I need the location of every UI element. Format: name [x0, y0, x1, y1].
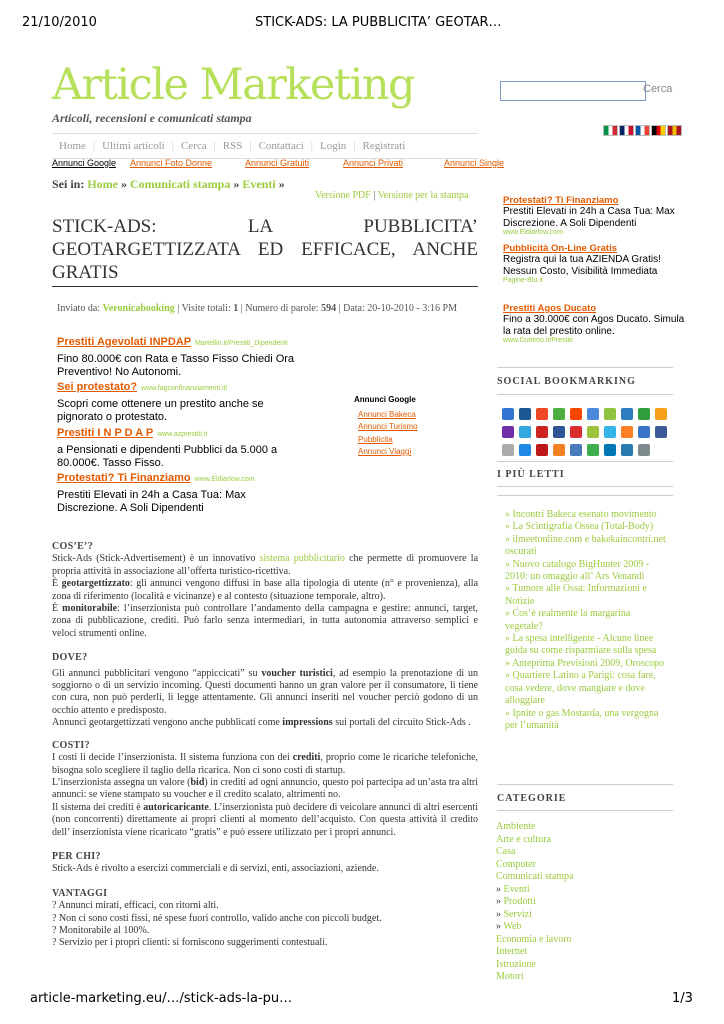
- categories-title: CATEGORIE: [497, 793, 567, 804]
- ad-url[interactable]: www.Duttimo.it/Prestiti: [503, 337, 573, 344]
- print-version-link[interactable]: Versione per la stampa: [377, 190, 469, 201]
- google-ads-title: Annunci Google: [354, 395, 416, 404]
- category-item[interactable]: [496, 871, 574, 884]
- stumbleupon-icon[interactable]: [536, 408, 548, 420]
- ad-title[interactable]: Protestati? Ti Finanziamo: [57, 472, 191, 484]
- wikio-icon[interactable]: [638, 426, 650, 438]
- category-item[interactable]: [496, 959, 574, 972]
- ad-url[interactable]: www.azprestiti.it: [157, 431, 208, 438]
- sidebar-divider: [497, 495, 673, 496]
- main-nav: [52, 133, 478, 159]
- print-doc-title: STICK-ADS: LA PUBBLICITA’ GEOTAR…: [255, 15, 502, 30]
- sidebar-ad[interactable]: [503, 243, 693, 284]
- inline-ad[interactable]: [57, 423, 297, 470]
- most-read-item[interactable]: » Nuovo catalogo BigHunter 2009 - 2010: un omaggio all’ Ars Venandi: [505, 558, 650, 583]
- nav-item-login[interactable]: Login: [320, 140, 347, 152]
- most-read-list: [505, 509, 670, 732]
- ad-text: Fino 80.000€ con Rata e Tasso Fisso Chiedi Ora Preventivo! No Autonomi.: [57, 353, 295, 378]
- ziczac-icon[interactable]: [587, 444, 599, 456]
- breadcrumb-prefix: Sei in:: [52, 177, 85, 191]
- category-label[interactable]: Computer: [496, 858, 536, 870]
- article-body: [52, 541, 478, 950]
- nav-item-rss[interactable]: RSS: [222, 140, 243, 152]
- inline-ad[interactable]: [57, 377, 297, 424]
- category-item[interactable]: [496, 846, 574, 859]
- list-item: ? Non ci sono costi fissi, né spese fuori controllo, valido anche con piccoli budget.: [52, 912, 382, 924]
- category-item[interactable]: [496, 971, 574, 984]
- category-arrow: »: [496, 883, 501, 895]
- version-separator: |: [373, 190, 376, 201]
- most-read-item[interactable]: » ilmeetonline.com e bakekaincontri.net oscurati: [505, 533, 666, 558]
- most-read-item[interactable]: » Quartiere Latino a Parigi: cosa fare, cosa vedere, dove mangiare e dove alloggiare: [505, 670, 656, 707]
- delicious-icon[interactable]: [502, 408, 514, 420]
- google-ads-box: [355, 394, 418, 459]
- section-heading: PER CHI?: [52, 850, 101, 862]
- ask-icon[interactable]: [570, 426, 582, 438]
- site-logo[interactable]: Article Marketing: [52, 60, 415, 110]
- google-ad-link[interactable]: Pubblicita: [358, 434, 393, 444]
- print-icon[interactable]: [638, 444, 650, 456]
- print-date: 21/10/2010: [22, 15, 97, 30]
- oknotizie-icon[interactable]: [502, 444, 514, 456]
- category-label[interactable]: Web: [503, 921, 522, 932]
- list-item: ? Servizio per i propri clienti: si forniscono suggerimenti contestuali.: [52, 937, 328, 949]
- ad-text: Prestiti Elevati in 24h a Casa Tua: Max Discrezione. A Soli Dipendenti: [503, 206, 675, 229]
- paragraph: L’inserzionista assegna un valore (bid) in crediti ad ogni annuncio, questo poi partecipa ad un’asta tra altri annunci: se viene stampato su voucher e il credito scalato, altrimenti no.: [52, 776, 478, 801]
- pdf-version-link[interactable]: Versione PDF: [315, 190, 371, 201]
- most-read-item[interactable]: » Anteprima Previsioni 2009, Oroscopo: [505, 657, 665, 669]
- flag-es-icon[interactable]: [667, 125, 682, 136]
- most-read-item[interactable]: » Incontri Bakeca esenato movimento: [505, 509, 657, 520]
- title-divider: [52, 286, 478, 287]
- most-read-item[interactable]: » Tumore alle Ossa: Informazioni e Notizie: [505, 583, 647, 607]
- ad-text: Registra qui la tua AZIENDA Gratis! Nessun Costo, Visibilità Immediata: [503, 254, 661, 277]
- ad-text: Prestiti Elevati in 24h a Casa Tua: Max Discrezione. A Soli Dipendenti: [57, 489, 246, 514]
- flag-uk-icon[interactable]: [619, 125, 634, 136]
- social-icons: [502, 408, 672, 456]
- sidebar-divider: [497, 367, 673, 368]
- bookmark-icon[interactable]: [604, 408, 616, 420]
- section-heading: COSTI?: [52, 739, 90, 751]
- category-arrow: »: [496, 896, 501, 907]
- ad-text: Scopri come ottenere un prestito anche se pignorato o protestato.: [57, 398, 264, 423]
- category-item[interactable]: [496, 934, 574, 947]
- digg-icon[interactable]: [519, 408, 531, 420]
- linkedin-icon[interactable]: [604, 444, 616, 456]
- breadcrumb-home[interactable]: Home: [87, 177, 118, 191]
- site-tagline: Articoli, recensioni e comunicati stampa: [52, 111, 252, 125]
- version-links: [315, 190, 469, 201]
- paragraph: È geotargettizzato: gli annunci vengono diffusi in base alla tipologia di utente (n° e provenienza), alla zona di riferimento (località e vicinanze) e al contesto (situazione temporale, altro).: [52, 578, 479, 602]
- most-read-item[interactable]: » La Scintigrafia Ossea (Total-Body): [505, 521, 654, 533]
- category-label[interactable]: Motori: [496, 971, 524, 982]
- ad-url[interactable]: www.Eldiarlow.com: [194, 476, 255, 483]
- technorati-icon[interactable]: [553, 408, 565, 420]
- category-item[interactable]: [496, 821, 574, 834]
- paragraph: I costi li decide l’inserzionista. Il sistema funziona con dei crediti, proprio come le ricariche telefoniche, bisogna solo scegliere il taglio della ricarica. Non ci sono costi di startup.: [52, 752, 479, 776]
- ad-title[interactable]: Pubblicità On-Line Gratis: [503, 243, 618, 254]
- ad-url[interactable]: Martellin.it/Prestiti_Dipendenti: [195, 340, 288, 347]
- most-read-item[interactable]: » Ipnite o gas Mostarda, una vergogna per l’umanità: [505, 707, 659, 731]
- flag-de-icon[interactable]: [651, 125, 666, 136]
- breadcrumb-separator: »: [233, 177, 240, 191]
- nav-separator: |: [353, 140, 356, 152]
- category-label[interactable]: Economia e lavoro: [496, 933, 572, 945]
- breadcrumb-separator: »: [121, 177, 127, 191]
- nav-separator: |: [310, 140, 313, 152]
- meta-date-label: Data:: [343, 303, 365, 314]
- category-item[interactable]: [496, 896, 574, 909]
- meta-visits: 1: [233, 303, 239, 314]
- nav-separator: |: [92, 140, 96, 152]
- paragraph: Stick-Ads (Stick-Advertisement) è un innovativo sistema pubblicitario che permette di promuovere la propria attività in associazione all’offerta turistico-ricettiva.: [52, 553, 479, 577]
- netvibes-icon[interactable]: [638, 408, 650, 420]
- category-label[interactable]: Arte e cultura: [496, 833, 551, 845]
- ad-url[interactable]: www.Eldiarlow.com: [503, 229, 563, 236]
- section-heading: DOVE?: [52, 652, 88, 664]
- mixx-icon[interactable]: [536, 444, 548, 456]
- inline-link[interactable]: sistema pubblicitario: [259, 553, 345, 565]
- google-bookmarks-icon[interactable]: [587, 408, 599, 420]
- category-label[interactable]: Casa: [496, 846, 516, 857]
- print-page-number: 1/3: [672, 991, 693, 1006]
- print-url: article-marketing.eu/…/stick-ads-la-pu…: [30, 991, 293, 1006]
- sidebar-divider: [497, 784, 673, 785]
- breadcrumb-eventi[interactable]: Eventi: [242, 177, 276, 191]
- social-bookmarking-title: SOCIAL BOOKMARKING: [497, 376, 636, 387]
- section-heading: COS’E’?: [52, 541, 93, 552]
- blinklist-icon[interactable]: [655, 408, 667, 420]
- category-item[interactable]: [496, 884, 574, 897]
- meta-visits-label: Visite totali:: [181, 303, 231, 314]
- meta-words-label: Numero di parole:: [245, 303, 319, 314]
- category-item[interactable]: [496, 909, 574, 922]
- article-title: STICK-ADS: LA PUBBLICITA’ GEOTARGETTIZZATA ED EFFICACE, ANCHE GRATIS: [52, 216, 478, 283]
- category-label[interactable]: Eventi: [503, 883, 530, 895]
- furl-icon[interactable]: [519, 426, 531, 438]
- meta-date: 20-10-2010 - 3:16 PM: [367, 303, 457, 314]
- paragraph: È monitorabile: l’inserzionista può controllare l’andamento della campagna e gestire: annunci, target, zona di pubblicazione, crediti. Può farlo senza intermediari, in tutta autonomia attraverso semplici e veloci strumenti online.: [52, 603, 479, 639]
- flag-it-icon[interactable]: [603, 125, 618, 136]
- ad-title[interactable]: Prestiti Agos Ducato: [503, 303, 597, 314]
- language-flags: [603, 125, 682, 136]
- meta-sent-label: Inviato da:: [57, 303, 101, 314]
- ad-title[interactable]: Sei protestato?: [57, 381, 138, 393]
- section-heading: VANTAGGI: [52, 887, 108, 899]
- category-label[interactable]: Servizi: [503, 908, 532, 920]
- ad-text: a Pensionati e dipendenti Pubblici da 5.000 a 80.000€. Tasso Fisso.: [57, 444, 278, 469]
- diggita-icon[interactable]: [570, 444, 582, 456]
- ad-title[interactable]: Protestati? Ti Finanziamo: [503, 195, 619, 206]
- fai-informazione-icon[interactable]: [553, 444, 565, 456]
- category-item[interactable]: [496, 834, 574, 847]
- paragraph: Annunci geotargettizzati vengono anche pubblicati come impressions sui portali del circuito Stick-Ads .: [52, 717, 471, 729]
- segnalo-icon[interactable]: [587, 426, 599, 438]
- newsvine-icon[interactable]: [536, 426, 548, 438]
- list-item: ? Annunci mirati, efficaci, con ritorni alti.: [52, 900, 219, 912]
- ad-title[interactable]: Prestiti Agevolati INPDAP: [57, 336, 192, 348]
- paragraph: Gli annunci pubblicitari vengono “appiccicati” su voucher turistici, ad esempio la prenotazione di un soggiorno o di un servizio incoming. Questi documenti hanno un gran valore per il consumatore, li tiene con cura, non può perderli, li legge attentamente. Gli annunci inseriti nel voucher perciò godono di un occhio attento e predisposto.: [52, 667, 478, 716]
- meta-author-link[interactable]: Veronicabooking: [102, 303, 175, 314]
- nav-item-contattaci[interactable]: Contattaci: [258, 140, 304, 152]
- inline-ad[interactable]: [57, 468, 297, 515]
- google-ad-link[interactable]: Annunci Turismo: [358, 422, 418, 431]
- search-button[interactable]: Cerca: [643, 83, 673, 95]
- category-label[interactable]: Istruzione: [496, 958, 536, 970]
- twitter-icon[interactable]: [604, 426, 616, 438]
- category-label[interactable]: Comunicati stampa: [496, 871, 574, 882]
- ad-title[interactable]: Prestiti I N P D A P: [57, 427, 154, 439]
- ad-text: Fino a 30.000€ con Agos Ducato. Simula la rata del prestito online.: [503, 314, 685, 337]
- paragraph: Stick-Ads è rivolto a esercizi commerciali e di servizi, enti, associazioni, aziende.: [52, 863, 379, 875]
- ad-url[interactable]: www.fagconfinanziamenti.it/: [141, 385, 228, 392]
- category-item[interactable]: [496, 921, 574, 934]
- adbar-link-single[interactable]: Annunci Single: [444, 158, 505, 168]
- sidebar-divider: [497, 461, 673, 462]
- nav-item-registrati[interactable]: Registrati: [362, 140, 406, 152]
- adbar-link-foto-donne[interactable]: Annunci Foto Donne: [130, 158, 213, 168]
- facebook-icon[interactable]: [655, 426, 667, 438]
- breadcrumb: [52, 177, 285, 192]
- adbar-link-privati[interactable]: Annunci Privati: [343, 158, 404, 168]
- nav-item-cerca[interactable]: Cerca: [180, 140, 207, 152]
- google-ad-link[interactable]: Annunci Bakeca: [358, 409, 416, 419]
- category-label[interactable]: Internet: [496, 946, 528, 957]
- sidebar-divider: [497, 394, 673, 395]
- inline-ad[interactable]: [57, 332, 297, 379]
- reddit-icon[interactable]: [570, 408, 582, 420]
- category-item[interactable]: [496, 946, 574, 959]
- most-read-title: I PIÙ LETTI: [497, 469, 565, 480]
- categories-list: [496, 821, 574, 984]
- upnews-icon[interactable]: [621, 426, 633, 438]
- most-read-item[interactable]: » La spesa intelligente - Alcune linee guida su come risparmiare sulla spesa: [505, 633, 657, 657]
- nav-separator: |: [249, 140, 252, 152]
- category-arrow: »: [496, 908, 501, 920]
- category-label[interactable]: Prodotti: [503, 896, 536, 907]
- breadcrumb-separator: »: [278, 177, 285, 191]
- myspace-icon[interactable]: [553, 426, 565, 438]
- sidebar-ad[interactable]: [503, 303, 693, 344]
- nav-separator: |: [213, 140, 216, 152]
- sidebar-divider: [497, 486, 673, 487]
- category-arrow: »: [496, 921, 501, 932]
- breadcrumb-comunicati[interactable]: Comunicati stampa: [130, 177, 231, 191]
- live-icon[interactable]: [519, 444, 531, 456]
- ning-icon[interactable]: [621, 444, 633, 456]
- nav-separator: |: [171, 140, 174, 152]
- yahoo-icon[interactable]: [502, 426, 514, 438]
- sidebar-ad[interactable]: [503, 195, 693, 236]
- diigo-icon[interactable]: [621, 408, 633, 420]
- paragraph: Il sistema dei crediti è autoricaricante. L’inserzionista può decidere di veicolare annunci di altri esercenti (non concorrenti) direttamente ai propri clienti al momento dell’acquisto. Con questa attività il credito dell’ inserzionista viene ricaricato “gratis” e può essere utilizzato per i propri annunci.: [52, 801, 478, 838]
- adbar-link-gratuiti[interactable]: Annunci Gratuiti: [245, 158, 310, 168]
- search-input[interactable]: [500, 81, 646, 101]
- category-item[interactable]: [496, 859, 574, 872]
- meta-words: 594: [321, 303, 337, 314]
- category-label[interactable]: Ambiente: [496, 821, 536, 832]
- google-ad-link[interactable]: Annunci Viaggi: [358, 447, 412, 456]
- adbar-google-label[interactable]: Annunci Google: [52, 158, 117, 168]
- sidebar-divider: [497, 810, 673, 811]
- article-meta: Inviato da: Veronicabooking | Visite totali: 1 | Numero di parole: 594 | Data: 20-10-2010 - 3:16 PM: [57, 303, 457, 314]
- ad-url[interactable]: Pagine-Blu.it: [503, 277, 543, 284]
- nav-item-ultimi-articoli[interactable]: Ultimi articoli: [102, 140, 165, 152]
- list-item: ? Monitorabile al 100%.: [52, 924, 150, 936]
- flag-fr-icon[interactable]: [635, 125, 650, 136]
- nav-item-home[interactable]: Home: [59, 140, 86, 152]
- most-read-item[interactable]: » Cos’è realmente la margarina vegetale?: [505, 608, 631, 632]
